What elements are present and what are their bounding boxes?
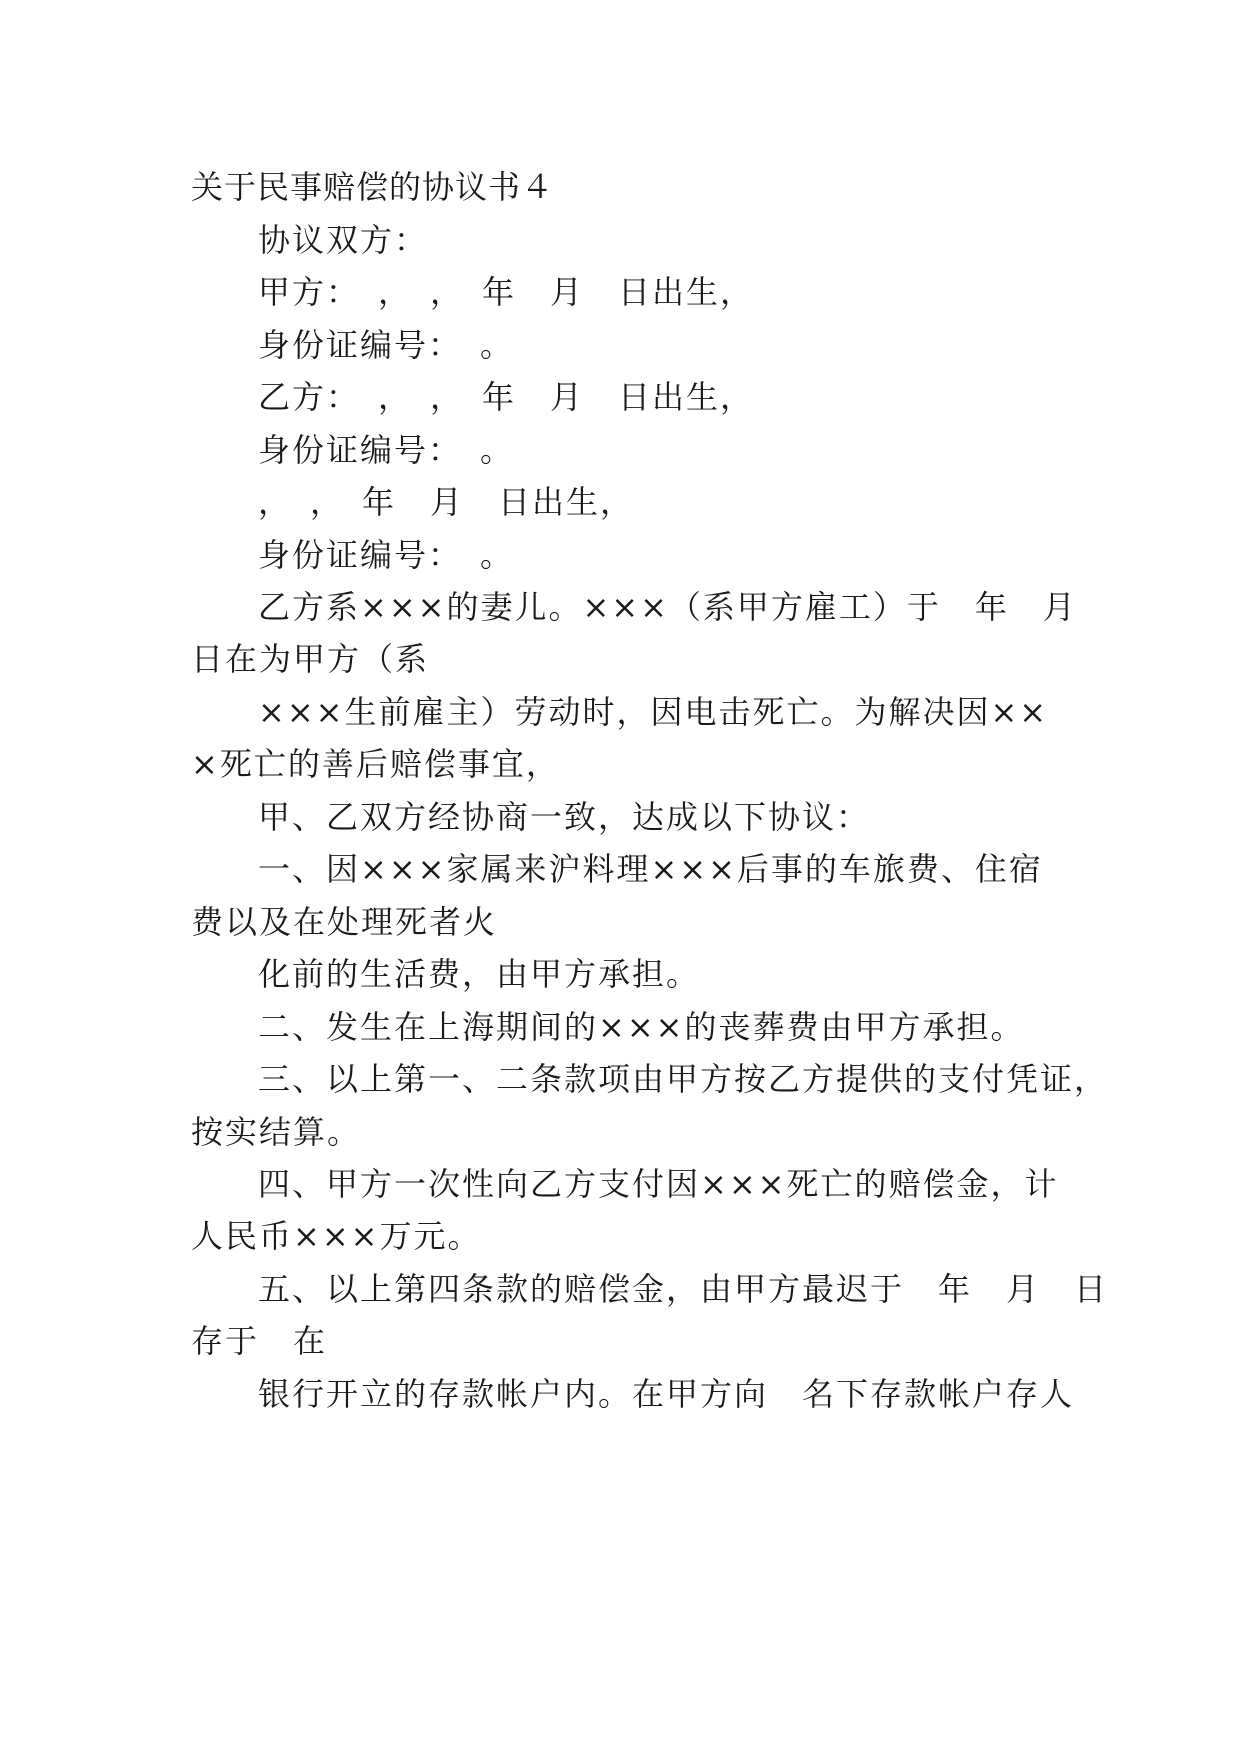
text-line: 一、因×××家属来沪料理×××后事的车旅费、住宿	[258, 850, 1043, 888]
text-line: 乙方： ， ， 年 月 日出生，	[258, 378, 755, 416]
text-line: 身份证编号： 。	[258, 431, 515, 469]
text-line: 二、发生在上海期间的×××的丧葬费由甲方承担。	[258, 1008, 1025, 1046]
text-line: 身份证编号： 。	[258, 326, 515, 364]
text-line: 费以及在处理死者火	[191, 903, 498, 941]
text-line: 甲、乙双方经协商一致，达成以下协议：	[258, 798, 871, 836]
text-line: 银行开立的存款帐户内。在甲方向 名下存款帐户存人	[258, 1375, 1075, 1413]
text-line: 五、以上第四条款的赔偿金，由甲方最迟于 年 月 日	[258, 1270, 1109, 1308]
text-line: 存于 在	[191, 1322, 328, 1360]
text-line: 四、甲方一次性向乙方支付因×××死亡的赔偿金，计	[258, 1165, 1059, 1203]
text-line: 身份证编号： 。	[258, 536, 515, 574]
text-line: 人民币×××万元。	[191, 1217, 482, 1255]
text-line: 甲方： ， ， 年 月 日出生，	[258, 273, 755, 311]
text-line: 日在为甲方（系	[191, 640, 430, 678]
text-line: ×死亡的善后赔偿事宜，	[191, 745, 560, 783]
text-line: 乙方系×××的妻儿。×××（系甲方雇工）于 年 月	[258, 588, 1077, 626]
text-line: 化前的生活费，由甲方承担。	[258, 955, 701, 993]
text-line: ， ， 年 月 日出生，	[258, 483, 635, 521]
text-line: ×××生前雇主）劳动时，因电击死亡。为解决因××	[258, 693, 1049, 731]
document-title: 关于民事赔偿的协议书４	[191, 168, 555, 206]
text-line: 按实结算。	[191, 1113, 362, 1151]
text-line: 协议双方：	[258, 221, 429, 259]
text-line: 三、以上第一、二条款项由甲方按乙方提供的支付凭证，	[258, 1060, 1109, 1098]
